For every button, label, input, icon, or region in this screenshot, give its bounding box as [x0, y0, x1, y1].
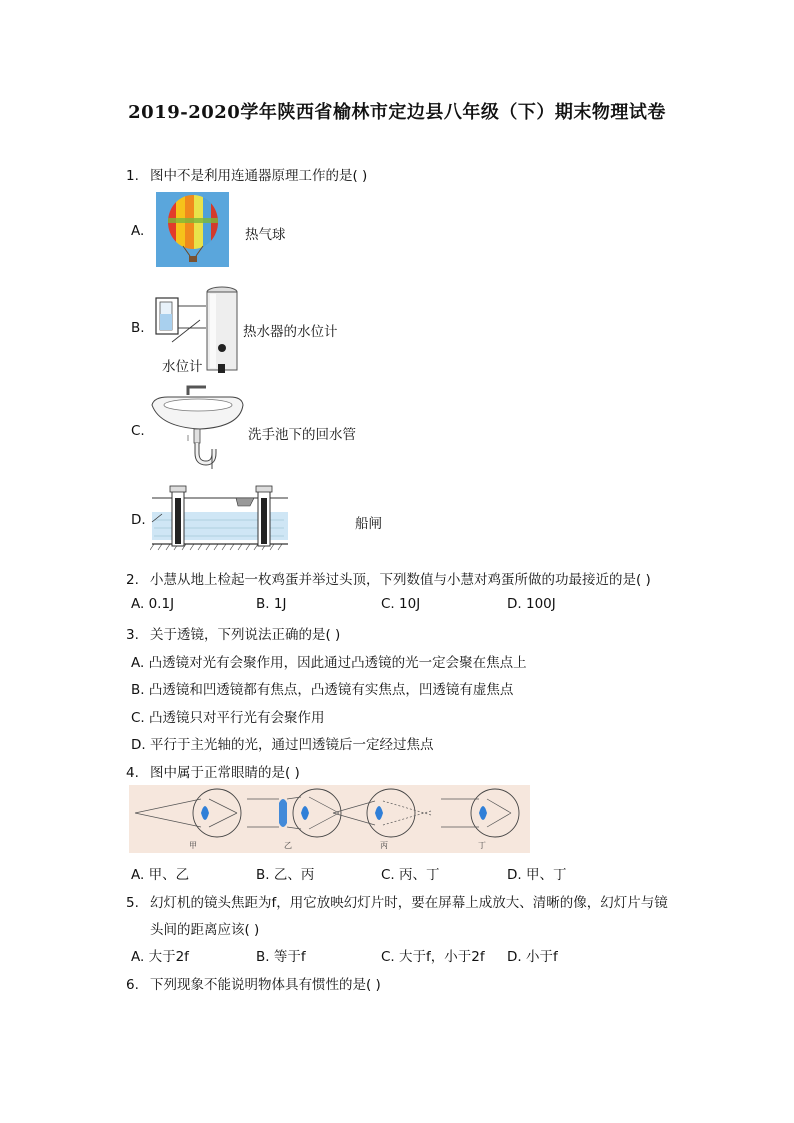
- option-c: C. 凸透镜只对平行光有会聚作用: [131, 710, 325, 726]
- option-letter: B.: [131, 320, 145, 336]
- sink-trap-image: [148, 383, 246, 471]
- question-number: 5.: [126, 895, 139, 911]
- hot-air-balloon-image: [156, 192, 229, 267]
- ship-lock-image: [150, 484, 292, 554]
- question-number: 3.: [126, 627, 139, 643]
- option-a: A. 大于2f: [131, 949, 189, 965]
- option-caption: 热水器的水位计: [243, 324, 338, 340]
- eye-label-ding: 丁: [478, 841, 486, 850]
- eye-label-bing: 丙: [380, 841, 388, 850]
- page-title: 2019-2020学年陕西省榆林市定边县八年级（下）期末物理试卷: [128, 102, 666, 123]
- option-letter: D.: [131, 512, 146, 528]
- question-4: [126, 761, 300, 781]
- option-d: D. 平行于主光轴的光，通过凹透镜后一定经过焦点: [131, 737, 434, 753]
- option-caption: 洗手池下的回水管: [248, 427, 356, 443]
- question-5-cont: 头间的距离应该( ): [150, 922, 260, 938]
- eye-diagram-yi: [247, 789, 341, 837]
- option-a: A. 凸透镜对光有会聚作用，因此通过凸透镜的光一定会聚在焦点上: [131, 655, 527, 671]
- option-d: D. 100J: [507, 596, 556, 612]
- option-c: C. 大于f，小于2f: [381, 949, 485, 965]
- option-a: A. 甲、乙: [131, 867, 190, 883]
- eye-diagram-ding: [441, 789, 519, 837]
- question-3: [126, 623, 340, 643]
- option-c: C. 10J: [381, 596, 421, 612]
- question-number: 1.: [126, 168, 139, 184]
- option-b: B. 凸透镜和凹透镜都有焦点，凸透镜有实焦点，凹透镜有虚焦点: [131, 682, 514, 698]
- option-b: B. 1J: [256, 596, 287, 612]
- question-2: [126, 568, 651, 588]
- eye-label-yi: 乙: [284, 841, 292, 850]
- eye-diagram-bing: [333, 789, 431, 837]
- option-letter: A.: [131, 223, 145, 239]
- water-level-gauge-label: 水位计: [162, 359, 203, 375]
- question-text: 图中不是利用连通器原理工作的是( ): [150, 168, 368, 184]
- question-text: 关于透镜，下列说法正确的是( ): [150, 627, 341, 643]
- question-number: 2.: [126, 572, 139, 588]
- option-a: A. 0.1J: [131, 596, 175, 612]
- question-text: 小慧从地上检起一枚鸡蛋并举过头顶，下列数值与小慧对鸡蛋所做的功最接近的是( ): [150, 572, 651, 588]
- question-text-line1: 幻灯机的镜头焦距为f，用它放映幻灯片时，要在屏幕上成放大、清晰的像，幻灯片与镜: [150, 895, 668, 911]
- question-text: 图中属于正常眼睛的是( ): [150, 765, 300, 781]
- option-caption: 船闸: [355, 516, 382, 532]
- option-d: D. 小于f: [507, 949, 558, 965]
- option-b: B. 乙、丙: [256, 867, 315, 883]
- option-caption: 热气球: [245, 227, 286, 243]
- question-6: [126, 973, 381, 993]
- option-letter: C.: [131, 423, 145, 439]
- option-c: C. 丙、丁: [381, 867, 440, 883]
- question-number: 6.: [126, 977, 139, 993]
- question-5: [126, 891, 668, 911]
- eye-diagram-jia: [135, 789, 241, 837]
- question-text: 下列现象不能说明物体具有惯性的是( ): [150, 977, 381, 993]
- option-b: B. 等于f: [256, 949, 306, 965]
- eye-label-jia: 甲: [189, 841, 197, 850]
- option-d: D. 甲、丁: [507, 867, 567, 883]
- question-number: 4.: [126, 765, 139, 781]
- question-1: [126, 164, 367, 184]
